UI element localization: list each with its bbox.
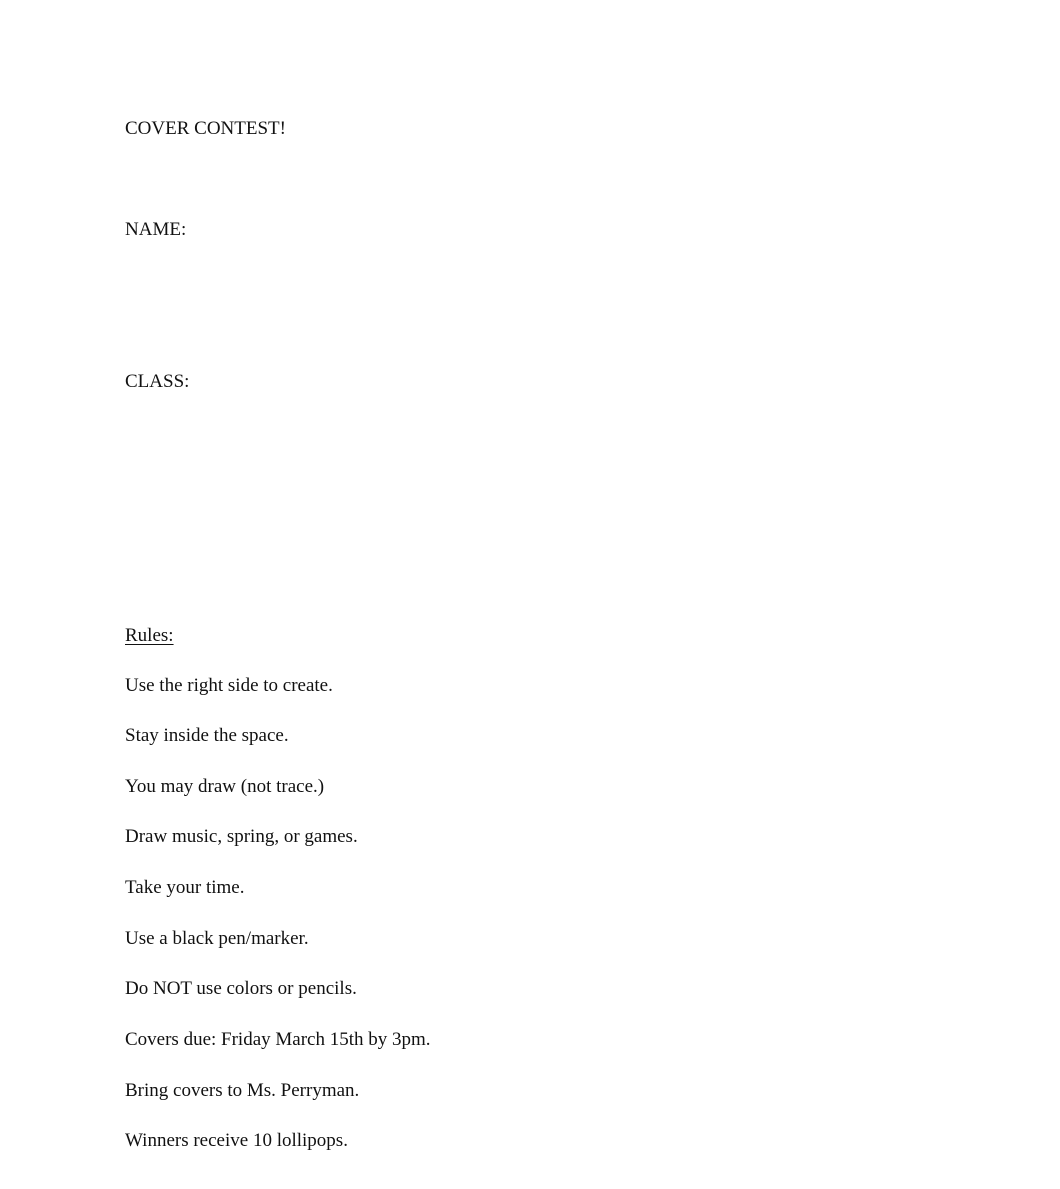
rule-item: Winners receive 10 lollipops. — [125, 1130, 348, 1151]
page-title: COVER CONTEST! — [125, 118, 286, 139]
rule-item: Take your time. — [125, 877, 245, 898]
rule-item: Do NOT use colors or pencils. — [125, 978, 357, 999]
rule-item: Stay inside the space. — [125, 725, 289, 746]
rule-item: Use a black pen/marker. — [125, 928, 309, 949]
name-label: NAME: — [125, 219, 187, 240]
rule-item: Bring covers to Ms. Perryman. — [125, 1080, 360, 1101]
rule-item: Use the right side to create. — [125, 675, 333, 696]
rule-item: You may draw (not trace.) — [125, 776, 325, 797]
rule-item: Covers due: Friday March 15th by 3pm. — [125, 1029, 431, 1050]
class-label: CLASS: — [125, 371, 190, 392]
rule-item: Draw music, spring, or games. — [125, 826, 358, 847]
rules-heading: Rules: — [125, 625, 174, 646]
